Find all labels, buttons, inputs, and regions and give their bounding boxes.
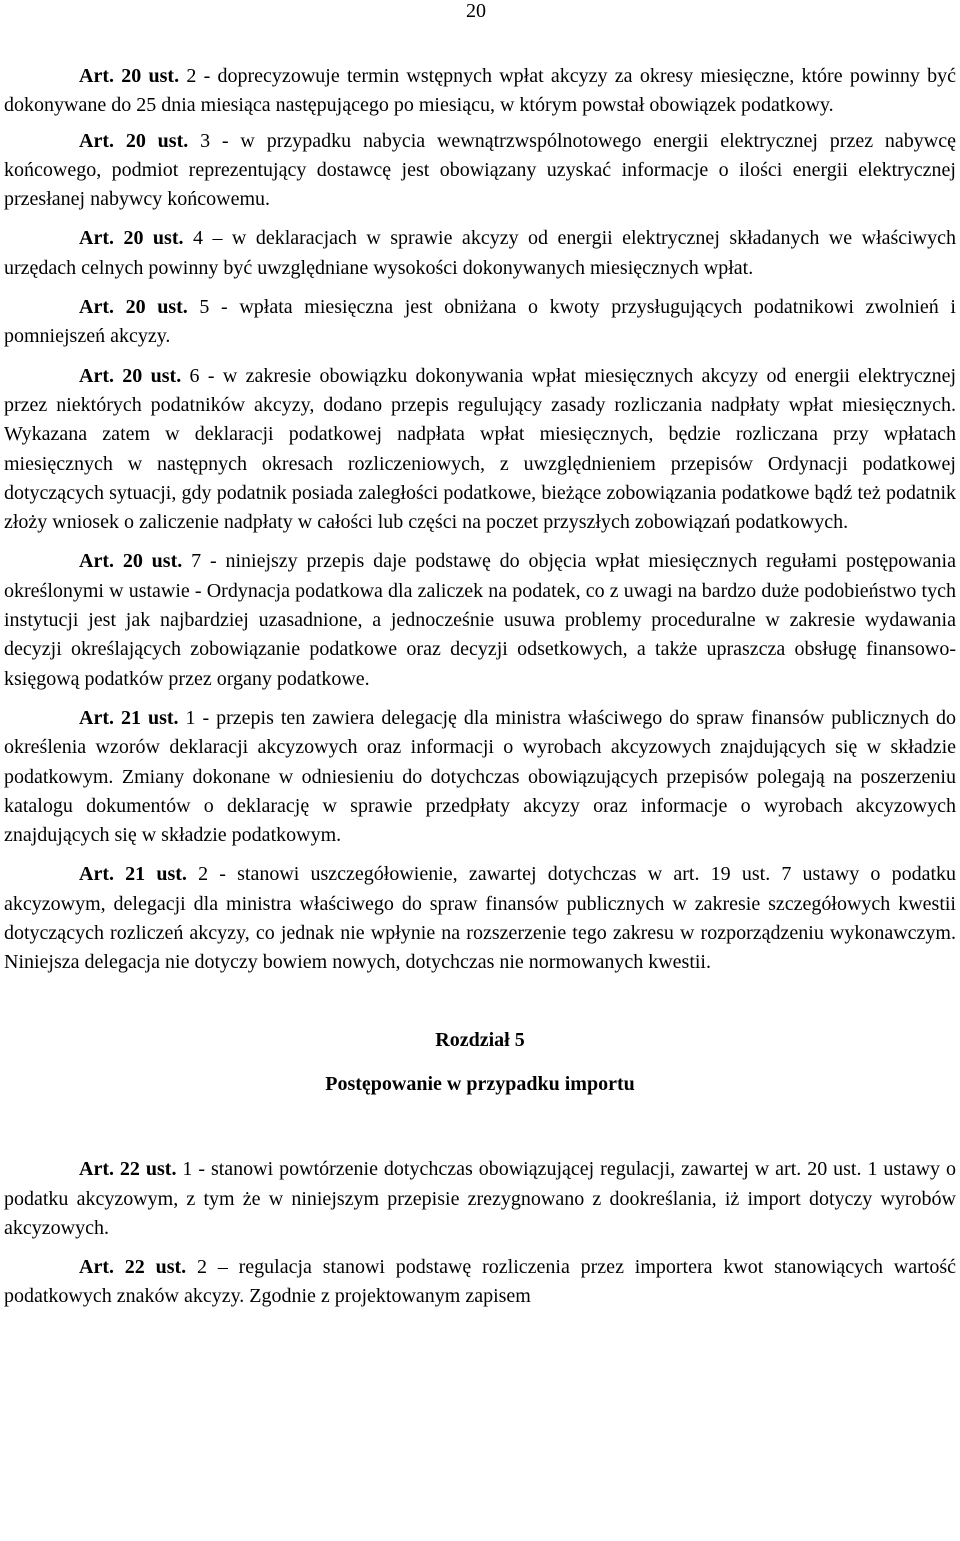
paragraph-art20-ust4 [4,224,956,283]
article-reference: Art. 20 ust. [79,364,182,387]
document-body [4,62,956,1322]
article-reference: Art. 21 ust. [79,706,179,729]
article-reference: Art. 22 ust. [79,1158,177,1181]
paragraph-art20-ust6 [4,362,956,538]
paragraph-art22-ust2 [4,1253,956,1312]
paragraph-text: 1 - przepis ten zawiera delegację dla ministra właściwego do spraw finansów publicznych do określenia wzorów deklaracji akcyzowych oraz informacji o wyrobach akcyzowych znajdujących się w składzie podatkowym. Zmiany dokonane w odniesieniu do dotychczas obowiązujących przepisów polegają na poszerzeniu katalogu dokumentów o deklarację w sprawie przedpłaty akcyzy oraz informacje o wyrobach akcyzowych znajdujących się w składzie podatkowym. [4,706,956,847]
article-reference: Art. 22 ust. [79,1256,187,1279]
paragraph-text: 1 - stanowi powtórzenie dotychczas obowiązującej regulacji, zawartej w art. 20 ust. 1 ustawy o podatku akcyzowym, z tym że w niniejszym przepisie zrezygnowano z dookreślania, iż import dotyczy wyrobów akcyzowych. [4,1158,957,1239]
article-reference: Art. 20 ust. [79,227,184,250]
article-reference: Art. 20 ust. [79,65,180,87]
paragraph-text: 6 - w zakresie obowiązku dokonywania wpłat miesięcznych akcyzy od energii elektrycznej przez niektórych podatników akcyzy, dodano przepis regulujący zasady rozliczania nadpłaty wpłat miesięcznych. Wykazana zatem w deklaracji podatkowej nadpłata wpłat miesięcznych, będzie rozliczana przy wpłatach miesięcznych w następnych okresach rozliczeniowych, z uwzględnieniem przepisów Ordynacji podatkowej dotyczących sytuacji, gdy podatnik posiada zaległości podatkowe, bieżące zobowiązania podatkowe bądź też podatnik złoży wniosek o zaliczenie nadpłaty w całości lub części na poczet przyszłych zobowiązań podatkowych. [4,364,957,534]
paragraph-text: 2 - doprecyzowuje termin wstępnych wpłat akcyzy za okresy miesięczne, które powinny być dokonywane do 25 dnia miesiąca następującego po miesiącu, w którym powstał obowiązek podatkowy. [4,65,956,117]
chapter-title: Postępowanie w przypadku importu [325,1072,635,1095]
paragraph-text: 3 - w przypadku nabycia wewnątrzwspólnotowego energii elektrycznej przez nabywcę końcowego, podmiot reprezentujący dostawcę jest obowiązany uzyskać informacje o ilości energii elektrycznej przesłanej nabywcy końcowemu. [4,129,956,211]
paragraph-art20-ust5 [4,293,956,352]
article-reference: Art. 20 ust. [79,129,189,152]
paragraph-art20-ust7 [4,547,956,693]
paragraph-text: 2 – regulacja stanowi podstawę rozliczenia przez importera kwot stanowiących wartość podatkowych znaków akcyzy. Zgodnie z projektowanym zapisem [4,1256,956,1308]
article-reference: Art. 20 ust. [79,550,183,573]
paragraph-text: 4 – w deklaracjach w sprawie akcyzy od energii elektrycznej składanych we właściwych urzędach celnych powinny być uwzględniane wysokości dokonywanych miesięcznych wpłat. [4,227,956,279]
page-number: 20 [466,0,486,22]
paragraph-art20-ust2 [4,62,956,121]
paragraph-art21-ust1 [4,704,956,850]
article-reference: Art. 21 ust. [79,863,187,886]
paragraph-text: 7 - niniejszy przepis daje podstawę do objęcia wpłat miesięcznych regułami postępowania określonymi w ustawie - Ordynacja podatkowa dla zaliczek na podatek, co z uwagi na bardzo duże podobieństwo tych instytucji jest jak najbardziej uzasadnione, a jednocześnie usuwa problemy proceduralne w zakresie wydawania decyzji określających zobowiązanie podatkowe oraz decyzji odsetkowych, a także upraszcza obsługę finansowo-księgową podatków przez organy podatkowe. [4,550,956,690]
paragraph-text: 2 - stanowi uszczegółowienie, zawartej dotychczas w art. 19 ust. 7 ustawy o podatku akcyzowym, delegacji dla ministra właściwego do spraw finansów publicznych w zakresie szczegółowych kwestii dotyczących rozliczeń akcyzy, co jednak nie wpłynie na rozszerzenie tego zakresu w rozporządzeniu wykonawczym. Niniejsza delegacja nie dotyczy bowiem nowych, dotychczas nie normowanych kwestii. [4,863,956,974]
article-reference: Art. 20 ust. [79,296,188,319]
paragraph-text: 5 - wpłata miesięczna jest obniżana o kwoty przysługujących podatnikowi zwolnień i pomniejszeń akcyzy. [4,296,956,348]
paragraph-art22-ust1 [4,1155,956,1243]
paragraph-art20-ust3 [4,127,956,215]
paragraph-art21-ust2 [4,860,956,977]
chapter-number: Rozdział 5 [435,1028,525,1051]
